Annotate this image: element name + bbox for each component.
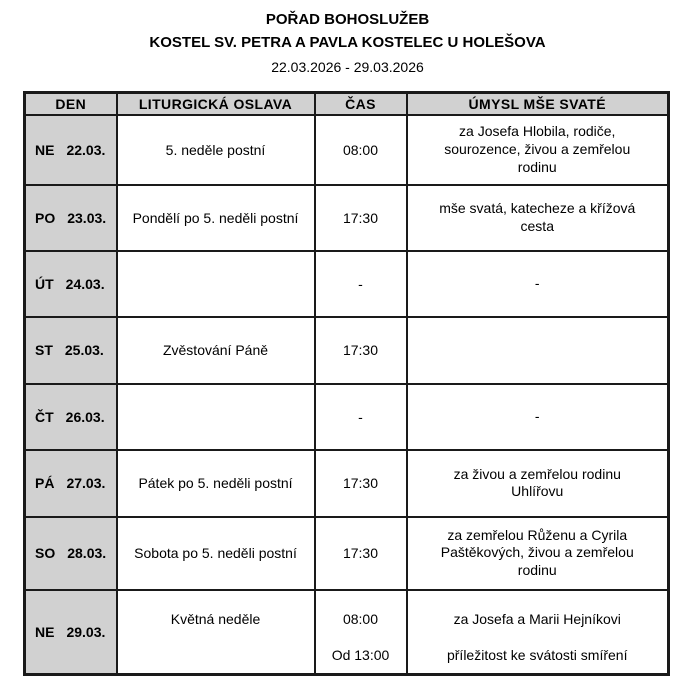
- day-date: 22.03.: [66, 141, 106, 158]
- day-date: 29.03.: [66, 623, 106, 640]
- column-header-umysl: ÚMYSL MŠE SVATÉ: [407, 92, 669, 115]
- day-abbr: SO: [35, 545, 56, 562]
- day-cell: [25, 317, 117, 384]
- celebration-cell: Pondělí po 5. neděli postní: [117, 185, 315, 251]
- table-row: [25, 185, 669, 251]
- page-title: POŘAD BOHOSLUŽEB: [265, 11, 430, 28]
- day-date: 23.03.: [67, 209, 107, 226]
- intention-cell: za zemřelou Růženu a Cyrila Paštěkových, živou a zemřelou rodinu: [407, 517, 669, 590]
- celebration-label: Květná neděle: [170, 610, 261, 627]
- day-date: 25.03.: [64, 342, 104, 359]
- document-header: [0, 0, 695, 76]
- day-date: 27.03.: [66, 475, 106, 492]
- table-row: [25, 384, 669, 450]
- intention-cell: za živou a zemřelou rodinu Uhlířovu: [407, 450, 669, 517]
- page-subtitle: KOSTEL SV. PETRA A PAVLA KOSTELEC U HOLEŠOVA: [149, 33, 546, 51]
- time-cell: [315, 590, 407, 675]
- day-abbr: NE: [35, 623, 55, 640]
- day-cell: [25, 517, 117, 590]
- column-header-liturgicka-oslava: LITURGICKÁ OSLAVA: [117, 92, 315, 115]
- day-date: 28.03.: [67, 545, 107, 562]
- day-date: 24.03.: [65, 275, 105, 292]
- time-cell: 17:30: [315, 450, 407, 517]
- table-row: [25, 590, 669, 675]
- schedule-table: [23, 91, 670, 677]
- table-row: [25, 317, 669, 384]
- day-cell: [25, 185, 117, 251]
- day-abbr: ČT: [35, 408, 54, 425]
- celebration-cell: Zvěstování Páně: [117, 317, 315, 384]
- day-abbr: ST: [35, 342, 53, 359]
- intention-cell: [407, 317, 669, 384]
- day-abbr: ÚT: [35, 275, 54, 292]
- day-cell: [25, 450, 117, 517]
- time-cell: 08:00: [315, 115, 407, 185]
- time-primary: 08:00: [342, 610, 379, 627]
- column-header-cas: ČAS: [315, 92, 407, 115]
- intention-secondary: příležitost ke svátosti smíření: [446, 646, 628, 663]
- day-cell: [25, 251, 117, 317]
- day-cell: [25, 115, 117, 185]
- intention-cell: za Josefa Hlobila, rodiče, sourozence, živou a zemřelou rodinu: [407, 115, 669, 185]
- day-cell: [25, 384, 117, 450]
- celebration-cell: [117, 251, 315, 317]
- time-cell: 17:30: [315, 517, 407, 590]
- celebration-cell: Sobota po 5. neděli postní: [117, 517, 315, 590]
- day-abbr: PO: [35, 209, 56, 226]
- celebration-cell: 5. neděle postní: [117, 115, 315, 185]
- intention-primary: za Josefa a Marii Hejníkovi: [453, 610, 621, 627]
- time-secondary: Od 13:00: [331, 646, 390, 663]
- intention-cell: -: [407, 251, 669, 317]
- header-row: [25, 92, 669, 115]
- day-abbr: PÁ: [35, 475, 55, 492]
- time-cell: 17:30: [315, 185, 407, 251]
- intention-cell: [407, 590, 669, 675]
- day-abbr: NE: [35, 141, 55, 158]
- intention-cell: -: [407, 384, 669, 450]
- table-row: [25, 251, 669, 317]
- celebration-cell: [117, 384, 315, 450]
- time-cell: -: [315, 251, 407, 317]
- column-header-den: DEN: [25, 92, 117, 115]
- table-row: [25, 115, 669, 185]
- time-cell: -: [315, 384, 407, 450]
- time-cell: 17:30: [315, 317, 407, 384]
- date-range: 22.03.2026 - 29.03.2026: [271, 58, 424, 75]
- intention-cell: mše svatá, katecheze a křížová cesta: [407, 185, 669, 251]
- day-cell: [25, 590, 117, 675]
- celebration-cell: [117, 590, 315, 675]
- day-date: 26.03.: [65, 408, 105, 425]
- table-row: [25, 450, 669, 517]
- celebration-cell: Pátek po 5. neděli postní: [117, 450, 315, 517]
- table-row: [25, 517, 669, 590]
